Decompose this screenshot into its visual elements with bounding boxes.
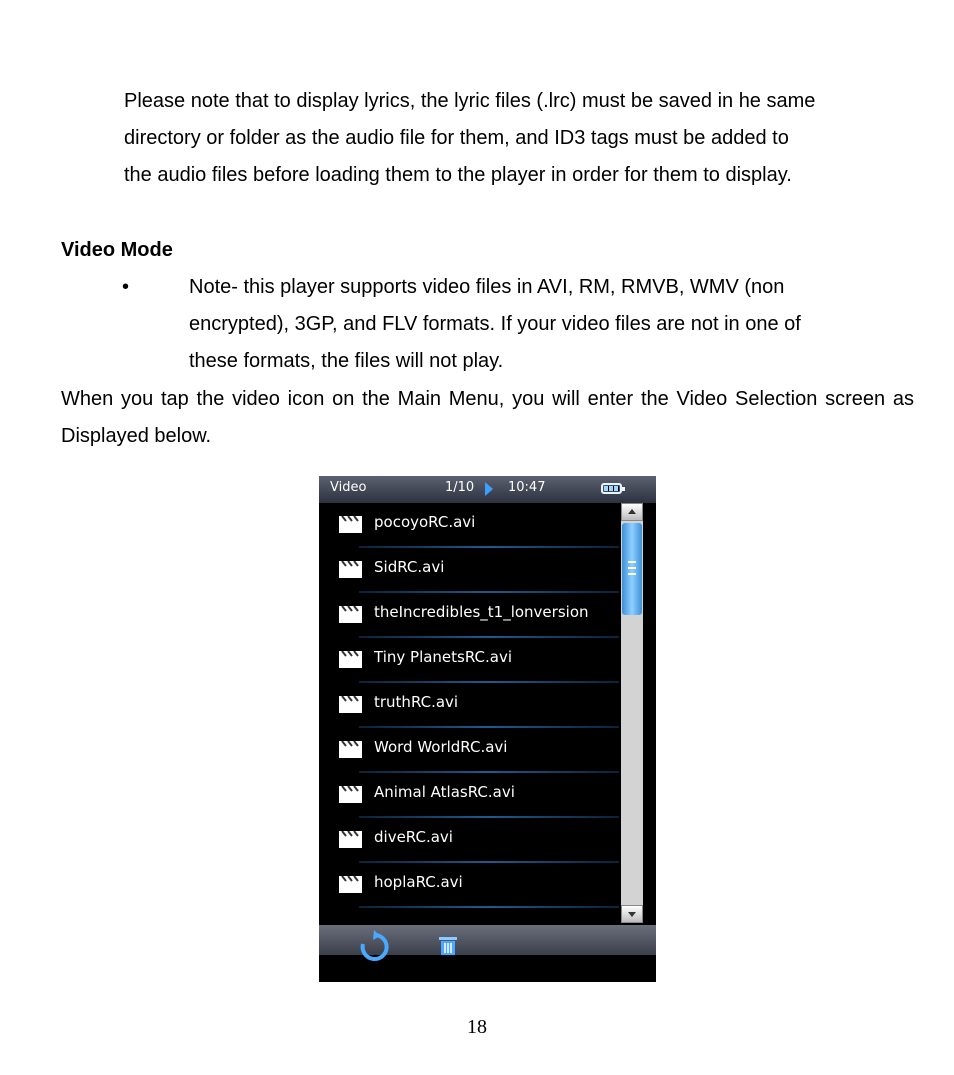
video-file-icon	[339, 876, 362, 893]
video-file-icon	[339, 741, 362, 758]
video-file-icon	[339, 606, 362, 623]
file-name: diveRC.avi	[374, 828, 453, 846]
scroll-down-button[interactable]	[621, 905, 643, 923]
clock: 10:47	[508, 480, 546, 495]
scroll-thumb[interactable]	[622, 523, 642, 615]
chevron-down-icon	[628, 912, 636, 917]
video-file-icon	[339, 561, 362, 578]
file-name: pocoyoRC.avi	[374, 513, 476, 531]
grip-line	[628, 567, 636, 569]
list-item[interactable]	[319, 728, 619, 773]
video-selection-screenshot	[319, 476, 656, 982]
battery-icon	[601, 483, 622, 494]
trash-icon[interactable]	[439, 936, 457, 956]
status-bar	[319, 476, 656, 503]
video-file-icon	[339, 651, 362, 668]
file-name: theIncredibles_t1_lonversion	[374, 603, 589, 621]
scrollbar[interactable]	[621, 503, 643, 923]
bullet-line: encrypted), 3GP, and FLV formats. If your video files are not in one of	[189, 313, 801, 335]
list-item[interactable]	[319, 593, 619, 638]
intro-line: directory or folder as the audio file for them, and ID3 tags must be added to	[124, 127, 789, 149]
bullet-marker: •	[122, 276, 130, 298]
bullet-text	[189, 269, 909, 380]
file-name: hoplaRC.avi	[374, 873, 463, 891]
chevron-up-icon	[628, 509, 636, 514]
file-name: Word WorldRC.avi	[374, 738, 508, 756]
body-paragraph: When you tap the video icon on the Main Menu, you will enter the Video Selection screen as Displayed below.	[61, 388, 914, 447]
grip-line	[628, 561, 636, 563]
intro-line: the audio files before loading them to the player in order for them to display.	[124, 164, 792, 186]
list-item[interactable]	[319, 683, 619, 728]
play-icon	[485, 482, 493, 496]
list-item[interactable]	[319, 773, 619, 818]
file-name: truthRC.avi	[374, 693, 459, 711]
list-item[interactable]	[319, 863, 619, 908]
file-name: SidRC.avi	[374, 558, 445, 576]
list-item[interactable]	[319, 503, 619, 548]
list-item[interactable]	[319, 818, 619, 863]
intro-line: Please note that to display lyrics, the lyric files (.lrc) must be saved in he same	[124, 90, 816, 112]
grip-line	[628, 573, 636, 575]
refresh-icon[interactable]	[357, 930, 391, 964]
screen-title: Video	[330, 480, 367, 495]
video-file-icon	[339, 516, 362, 533]
page-number: 18	[467, 1016, 487, 1038]
file-name: Animal AtlasRC.avi	[374, 783, 515, 801]
video-file-icon	[339, 696, 362, 713]
intro-paragraph	[124, 83, 924, 194]
list-item[interactable]	[319, 638, 619, 683]
file-name: Tiny PlanetsRC.avi	[374, 648, 513, 666]
scroll-up-button[interactable]	[621, 503, 643, 521]
video-file-icon	[339, 831, 362, 848]
row-divider	[359, 906, 619, 908]
bullet-line: Note- this player supports video files in AVI, RM, RMVB, WMV (non	[189, 276, 785, 298]
list-item[interactable]	[319, 548, 619, 593]
bullet-line: these formats, the files will not play.	[189, 350, 504, 372]
video-file-icon	[339, 786, 362, 803]
file-count: 1/10	[445, 480, 475, 495]
section-heading: Video Mode	[61, 239, 173, 261]
